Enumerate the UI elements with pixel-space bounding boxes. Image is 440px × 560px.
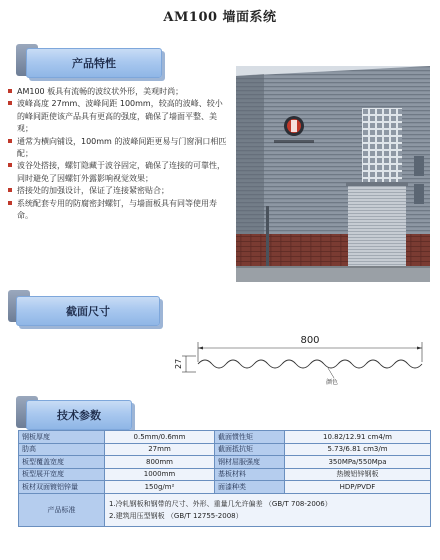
spec-value: 10.82/12.91 cm4/m <box>285 431 431 444</box>
table-row <box>19 443 431 456</box>
page-title: AM100 墙面系统 <box>163 10 277 25</box>
spec-value: 27mm <box>105 443 215 456</box>
building-illustration <box>236 66 430 282</box>
spec-label: 板型展开宽度 <box>19 468 105 481</box>
bullet-icon <box>8 188 12 192</box>
spec-value: 5.73/6.81 cm3/m <box>285 443 431 456</box>
height-label: 27 <box>174 358 183 369</box>
spec-label: 钢材屈服强度 <box>215 456 285 469</box>
profile-drawing <box>168 322 430 386</box>
bullet-icon <box>8 139 12 143</box>
spec-value: 150g/m² <box>105 481 215 494</box>
spec-value: 热镀铝锌钢板 <box>285 468 431 481</box>
feature-item: 通常为横向铺设，100mm 的波峰间距更易与门窗洞口相匹配； <box>8 136 230 161</box>
color-note: 颜色 <box>326 379 339 386</box>
bullet-icon <box>8 163 12 167</box>
feature-item: 搭接处的加强设计，保证了连接紧密贴合； <box>8 185 230 197</box>
spec-value: 1000mm <box>105 468 215 481</box>
features-banner: 产品特性 <box>26 48 162 78</box>
table-row <box>19 468 431 481</box>
table-row <box>19 431 431 444</box>
spec-value: 800mm <box>105 456 215 469</box>
feature-item: AM100 板具有流畅的波纹状外形，美观时尚； <box>8 86 230 98</box>
table-row <box>19 493 431 526</box>
spec-label: 板型覆盖宽度 <box>19 456 105 469</box>
features-list <box>8 86 230 222</box>
feature-item: 系统配套专用的防腐密封螺钉，与墙面板具有同等使用寿命。 <box>8 198 230 223</box>
spec-value: HDP/PVDF <box>285 481 431 494</box>
spec-value: 0.5mm/0.6mm <box>105 431 215 444</box>
spec-value: 350MPa/550Mpa <box>285 456 431 469</box>
standard-label: 产品标准 <box>19 493 105 526</box>
table-row <box>19 456 431 469</box>
bullet-icon <box>8 89 12 93</box>
standards-cell <box>105 493 431 526</box>
cross-section-diagram <box>168 322 430 386</box>
spec-label: 截面惯性矩 <box>215 431 285 444</box>
table-row <box>19 481 431 494</box>
specs-banner: 技术参数 <box>26 400 132 430</box>
spec-label: 面漆种类 <box>215 481 285 494</box>
building-photo <box>236 66 430 282</box>
feature-item: 波峰高度 27mm、波峰间距 100mm，较高的波峰、较小的峰间距使该产品具有更高的强度，确保了墙面平整、美观； <box>8 98 230 135</box>
dimensions-banner: 截面尺寸 <box>16 296 160 326</box>
width-label: 800 <box>300 335 320 346</box>
spec-label: 板材双面镀铝锌量 <box>19 481 105 494</box>
standard-item: 2.建筑用压型钢板 （GB/T 12755-2008） <box>109 511 243 520</box>
specs-table <box>18 430 431 527</box>
spec-label: 基板材料 <box>215 468 285 481</box>
bullet-icon <box>8 201 12 205</box>
bullet-icon <box>8 101 12 105</box>
spec-label: 肋高 <box>19 443 105 456</box>
standard-item: 1.冷轧钢板和钢带的尺寸、外形、重量几允许偏差 （GB/T 708-2006） <box>109 499 332 508</box>
spec-label: 截面抵抗矩 <box>215 443 285 456</box>
spec-label: 钢板厚度 <box>19 431 105 444</box>
corrugated-profile <box>198 360 422 368</box>
feature-item: 波谷处搭接，螺钉隐藏于波谷固定，确保了连接的可靠性，同时避免了因螺钉外露影响视觉效果； <box>8 160 230 185</box>
